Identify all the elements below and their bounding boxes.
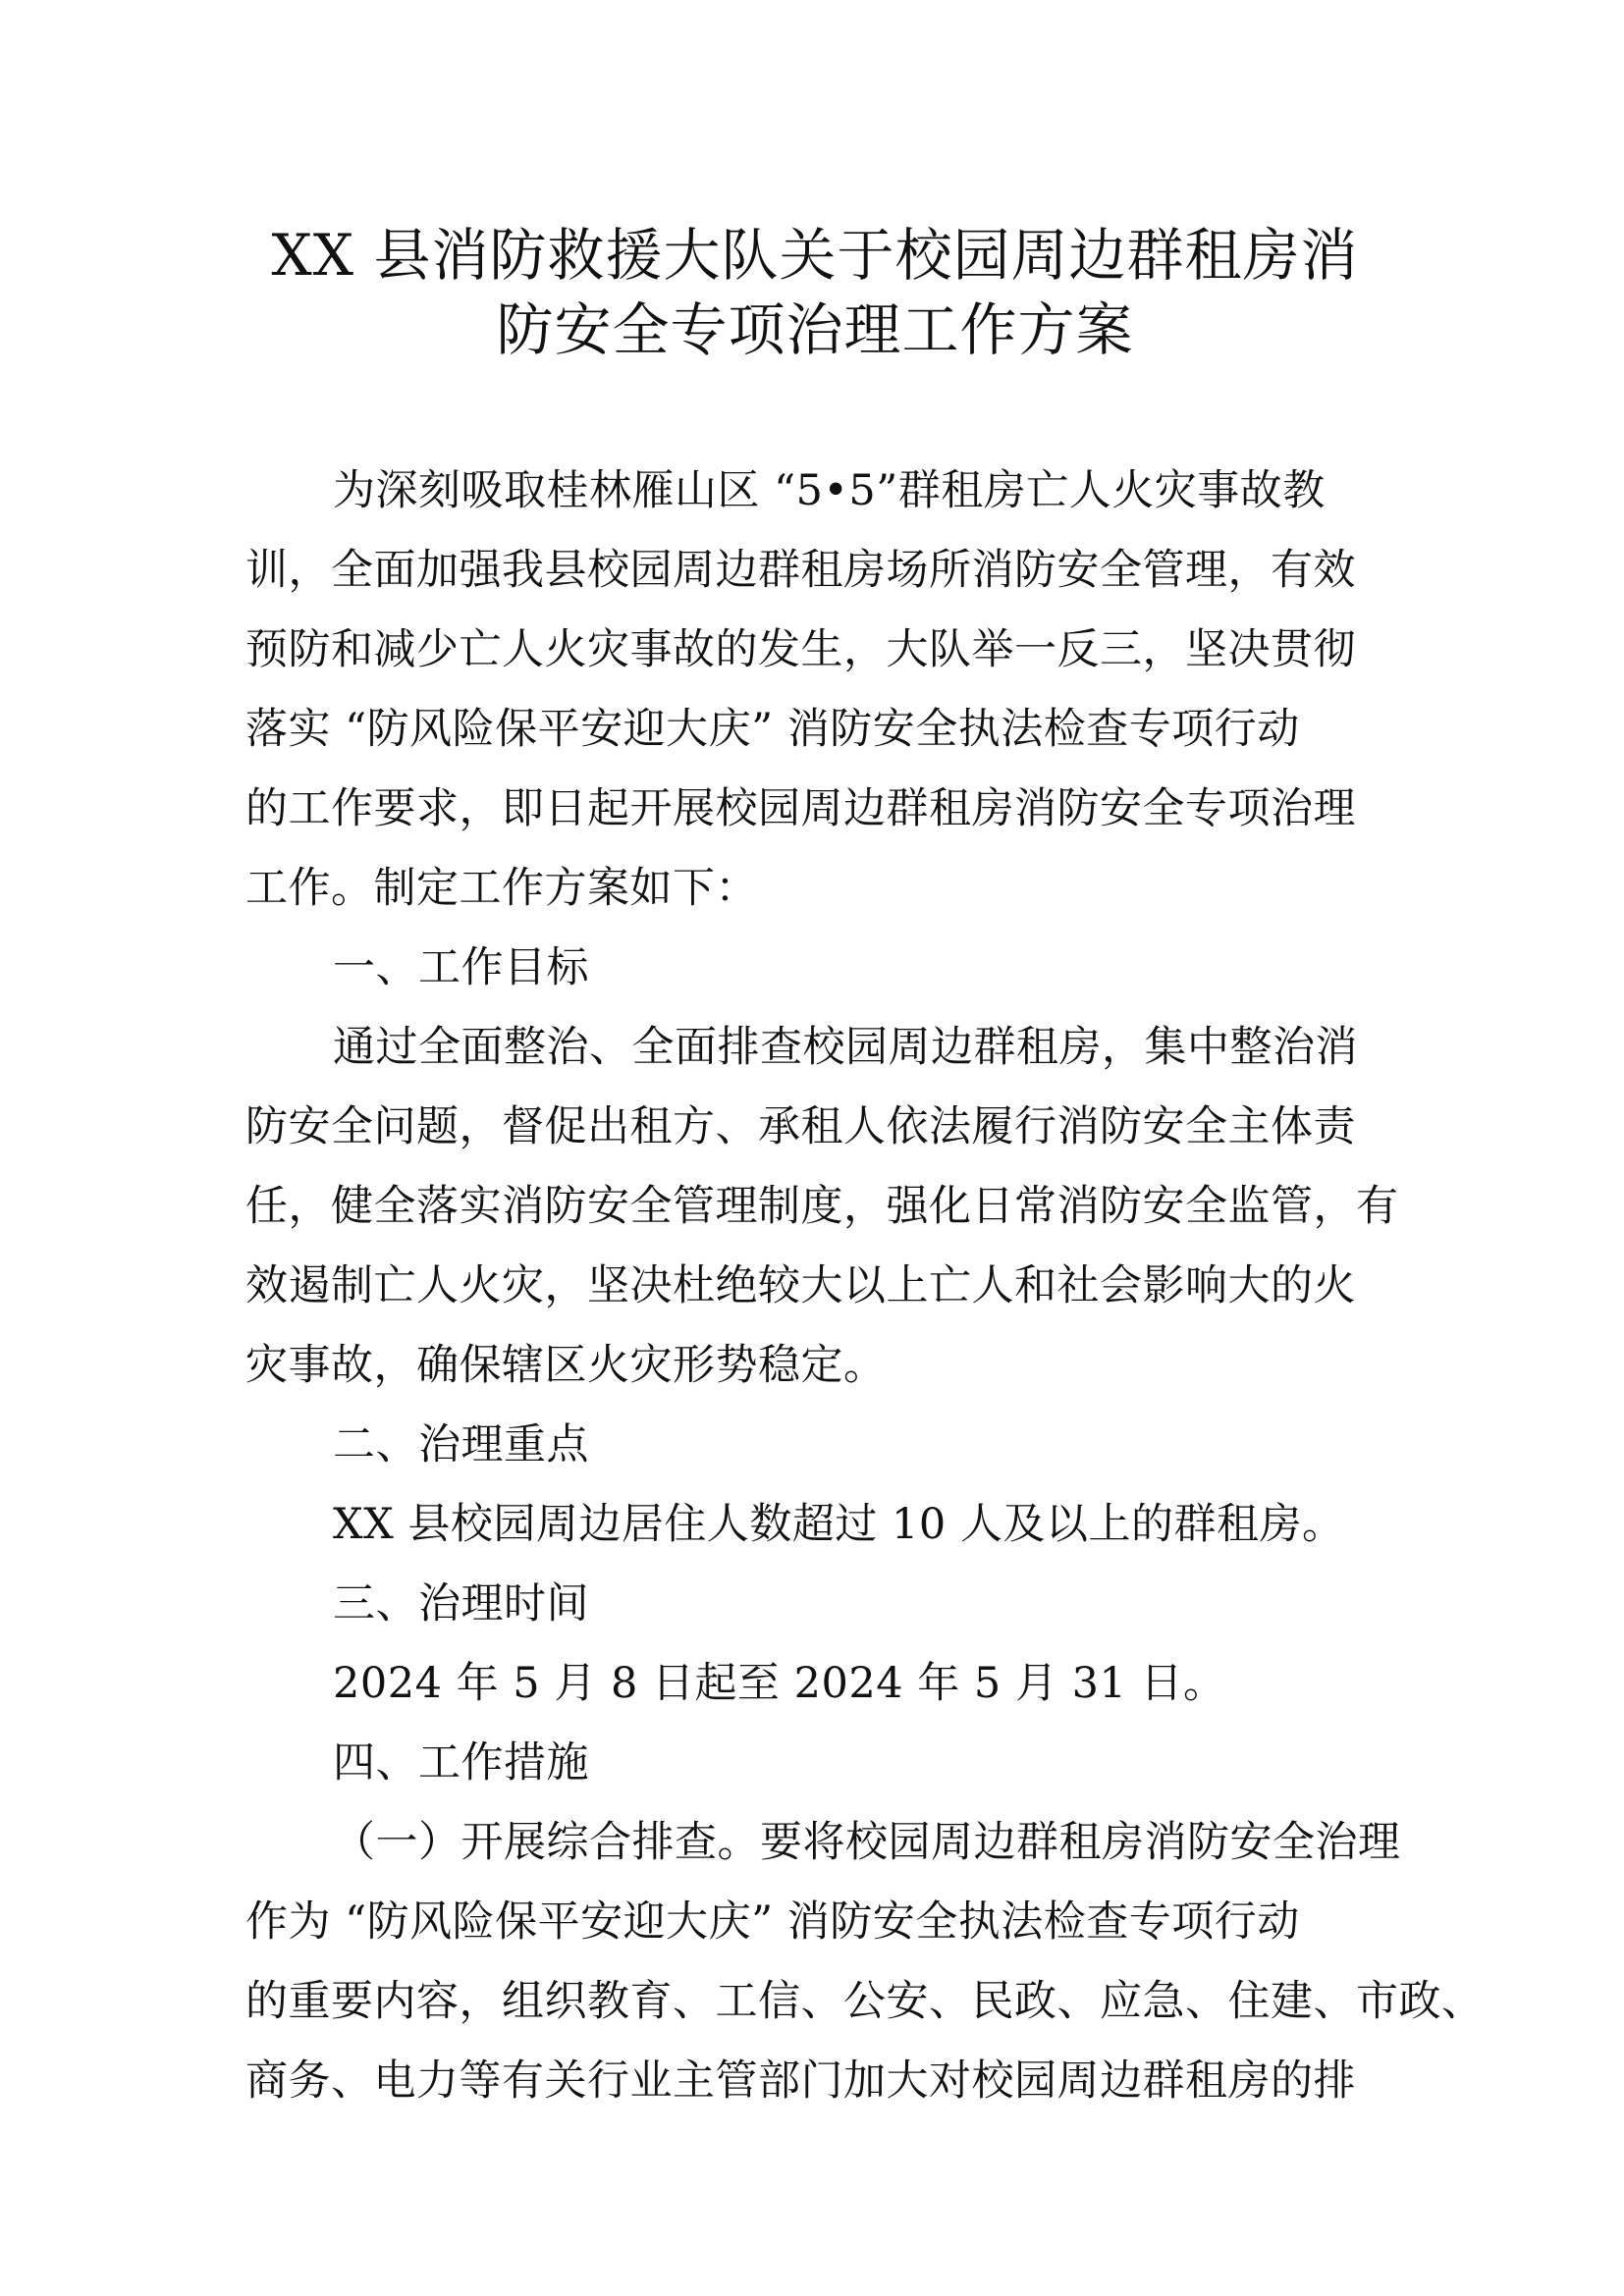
paragraph-intro-line-1: 为深刻吸取桂林雁山区 “5•5”群租房亡人火灾事故教 xyxy=(333,466,1326,515)
section-heading-2: 二、治理重点 xyxy=(333,1420,589,1469)
paragraph-goal-line-4: 效遏制亡人火灾，坚决杜绝较大以上亡人和社会影响大的火 xyxy=(245,1261,1356,1310)
paragraph-goal-line-2: 防安全问题，督促出租方、承租人依法履行消防安全主体责 xyxy=(245,1102,1356,1151)
document-title-line-2: 防安全专项治理工作方案 xyxy=(496,296,1134,363)
paragraph-measures-line-2: 作为 “防风险保平安迎大庆” 消防安全执法检查专项行动 xyxy=(245,1897,1300,1947)
paragraph-measures-line-1: （一）开展综合排查。要将校园周边群租房消防安全治理 xyxy=(333,1818,1401,1867)
paragraph-focus-line-1: XX 县校园周边居住人数超过 10 人及以上的群租房。 xyxy=(333,1500,1345,1549)
section-heading-1: 一、工作目标 xyxy=(333,943,589,992)
paragraph-intro-line-4: 落实 “防风险保平安迎大庆” 消防安全执法检查专项行动 xyxy=(245,705,1300,754)
section-heading-3: 三、治理时间 xyxy=(333,1579,589,1629)
paragraph-measures-line-3: 的重要内容，组织教育、工信、公安、民政、应急、住建、市政、 xyxy=(245,1977,1485,2026)
paragraph-intro-line-5: 的工作要求，即日起开展校园周边群租房消防安全专项治理 xyxy=(245,784,1356,833)
document-title-line-1: XX 县消防救援大队关于校园周边群租房消 xyxy=(271,222,1359,289)
paragraph-goal-line-3: 任，健全落实消防安全管理制度，强化日常消防安全监管，有 xyxy=(245,1182,1399,1231)
paragraph-intro-line-6: 工作。制定工作方案如下： xyxy=(245,864,758,913)
paragraph-goal-line-1: 通过全面整治、全面排查校园周边群租房，集中整治消 xyxy=(333,1023,1358,1072)
section-heading-4: 四、工作措施 xyxy=(333,1738,589,1788)
paragraph-time-line-1: 2024 年 5 月 8 日起至 2024 年 5 月 31 日。 xyxy=(333,1659,1226,1708)
paragraph-measures-line-4: 商务、电力等有关行业主管部门加大对校园周边群租房的排 xyxy=(245,2056,1356,2106)
paragraph-intro-line-3: 预防和减少亡人火灾事故的发生，大队举一反三，坚决贯彻 xyxy=(245,625,1356,674)
paragraph-goal-line-5: 灾事故，确保辖区火灾形势稳定。 xyxy=(245,1341,887,1390)
paragraph-intro-line-2: 训，全面加强我县校园周边群租房场所消防安全管理，有效 xyxy=(245,546,1356,595)
